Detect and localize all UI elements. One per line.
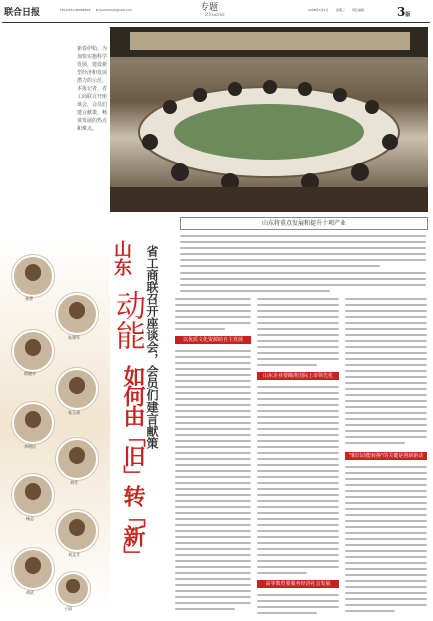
portrait-8 [56, 510, 98, 552]
portrait-1 [12, 255, 54, 297]
portrait-5-name: 李明民 [24, 444, 36, 449]
headline-kicker-2: 动能 [110, 290, 145, 350]
header-email: E-mail:lhrbyb@126.com [96, 8, 133, 12]
headline-kicker-1: 山东 [111, 240, 132, 276]
page-number: 3版 [397, 5, 411, 19]
header-date: 2008年3月5日 [308, 8, 329, 12]
portrait-8-name: 刘文才 [68, 552, 80, 557]
meeting-photo [110, 27, 428, 212]
headline-subtitle: 省工商联召开座谈会，会员们建言献策 [145, 245, 159, 449]
portrait-1-name: 张勇 [25, 296, 33, 301]
portrait-2-name: 朱建军 [68, 335, 80, 340]
headline-main: 如何由「旧」转「新」 [120, 365, 146, 565]
intro-text: 新春伊始，为加快实施科学发展，建设新型经济和发展潜力的示范，本报记者，省工商联召开座谈会，会员们建言献策，畅谈发展的热点和难点。 [77, 46, 108, 132]
subhead-1: 以优质文化资源助自主发展 [175, 336, 251, 344]
portrait-2 [56, 293, 98, 335]
newspaper-name: 联合日报 [4, 8, 41, 18]
portrait-4-name: 张玉成 [68, 410, 80, 415]
subhead-4: 高等教育要服务经济社会发展 [257, 580, 339, 588]
portrait-9-name: 胡武 [26, 590, 34, 595]
portrait-3 [12, 330, 54, 372]
portrait-7 [12, 474, 54, 516]
portrait-10 [56, 572, 90, 606]
portrait-6 [56, 438, 98, 480]
portrait-7-name: 杨志 [26, 516, 34, 521]
header-weekday: 星期三 [336, 8, 346, 12]
portrait-10-name: 于国 [64, 606, 72, 611]
meeting-photo-illustration [110, 27, 428, 212]
header-rule [2, 22, 430, 23]
header-tel: TEL:0531-86082829 [60, 8, 91, 12]
portrait-3-name: 徐晓亭 [24, 371, 36, 376]
subhead-2: 山东企业要瞄准国际上市领先化 [257, 372, 339, 380]
header-editor: 责任编辑 [352, 8, 365, 12]
subhead-3: "新旧动能转换"的关键是创新驱动 [345, 452, 427, 460]
page-header [0, 0, 433, 22]
section-title-en: Zhuanti [205, 12, 225, 18]
portrait-6-name: 刘月 [70, 480, 78, 485]
portrait-5 [12, 402, 54, 444]
portrait-9 [12, 548, 54, 590]
photo-caption: 山东将重点发展和提升十项产业 [180, 217, 428, 230]
portrait-4 [56, 368, 98, 410]
section-title: 专题 [200, 3, 219, 13]
